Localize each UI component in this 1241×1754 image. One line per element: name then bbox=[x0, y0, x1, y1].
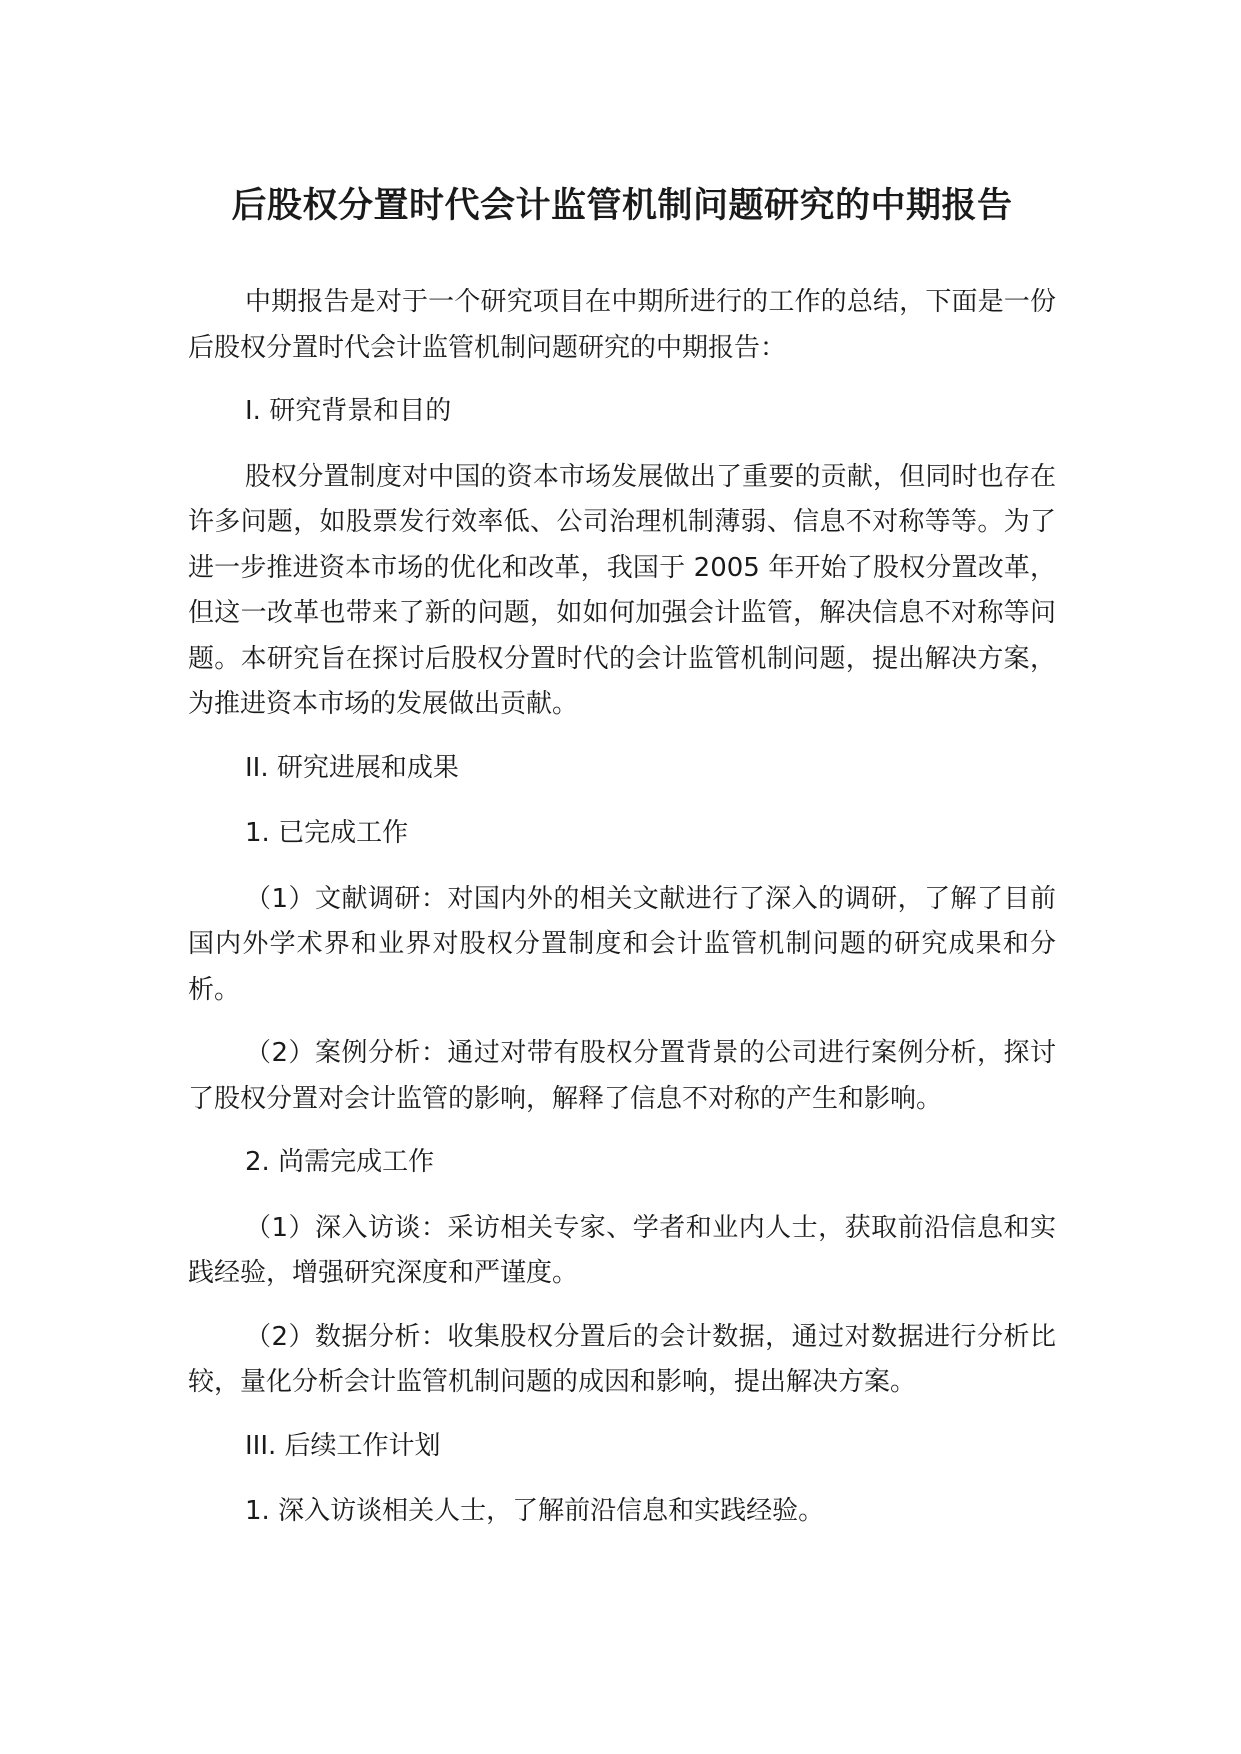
pending-item-interviews: （1）深入访谈：采访相关专家、学者和业内人士，获取前沿信息和实践经验，增强研究深度和严谨度。 bbox=[188, 1212, 1056, 1288]
section-heading-background: I. 研究背景和目的 bbox=[245, 396, 452, 426]
document-title: 后股权分置时代会计监管机制问题研究的中期报告 bbox=[231, 186, 1013, 226]
completed-item-case-analysis: （2）案例分析：通过对带有股权分置背景的公司进行案例分析，探讨了股权分置对会计监管的影响，解释了信息不对称的产生和影响。 bbox=[188, 1038, 1056, 1114]
document-body bbox=[188, 280, 1056, 1535]
section-heading-progress: II. 研究进展和成果 bbox=[245, 752, 459, 783]
completed-item-literature: （1）文献调研：对国内外的相关文献进行了深入的调研，了解了目前国内外学术界和业界对股权分置制度和会计监管机制问题的研究成果和分析。 bbox=[188, 883, 1056, 1005]
subheading-completed-work: 1. 已完成工作 bbox=[245, 818, 409, 848]
subheading-pending-work: 2. 尚需完成工作 bbox=[245, 1147, 435, 1177]
intro-paragraph: 中期报告是对于一个研究项目在中期所进行的工作的总结，下面是一份后股权分置时代会计监管机制问题研究的中期报告： bbox=[188, 287, 1056, 363]
plan-item-1: 1. 深入访谈相关人士，了解前沿信息和实践经验。 bbox=[245, 1496, 825, 1526]
background-paragraph: 股权分置制度对中国的资本市场发展做出了重要的贡献，但同时也存在许多问题，如股票发行效率低、公司治理机制薄弱、信息不对称等等。为了进一步推进资本市场的优化和改革，我国于 2005 年开始了股权分置改革，但这一改革也带来了新的问题，如如何加强会计监管，解决信息不对称等问题。本研究旨在探讨后股权分置时代的会计监管机制问题，提出解决方案，为推进资本市场的发展做出贡献。 bbox=[188, 461, 1056, 719]
section-heading-plan: III. 后续工作计划 bbox=[245, 1430, 441, 1461]
pending-item-data-analysis: （2）数据分析：收集股权分置后的会计数据，通过对数据进行分析比较，量化分析会计监管机制问题的成因和影响，提出解决方案。 bbox=[188, 1321, 1056, 1397]
